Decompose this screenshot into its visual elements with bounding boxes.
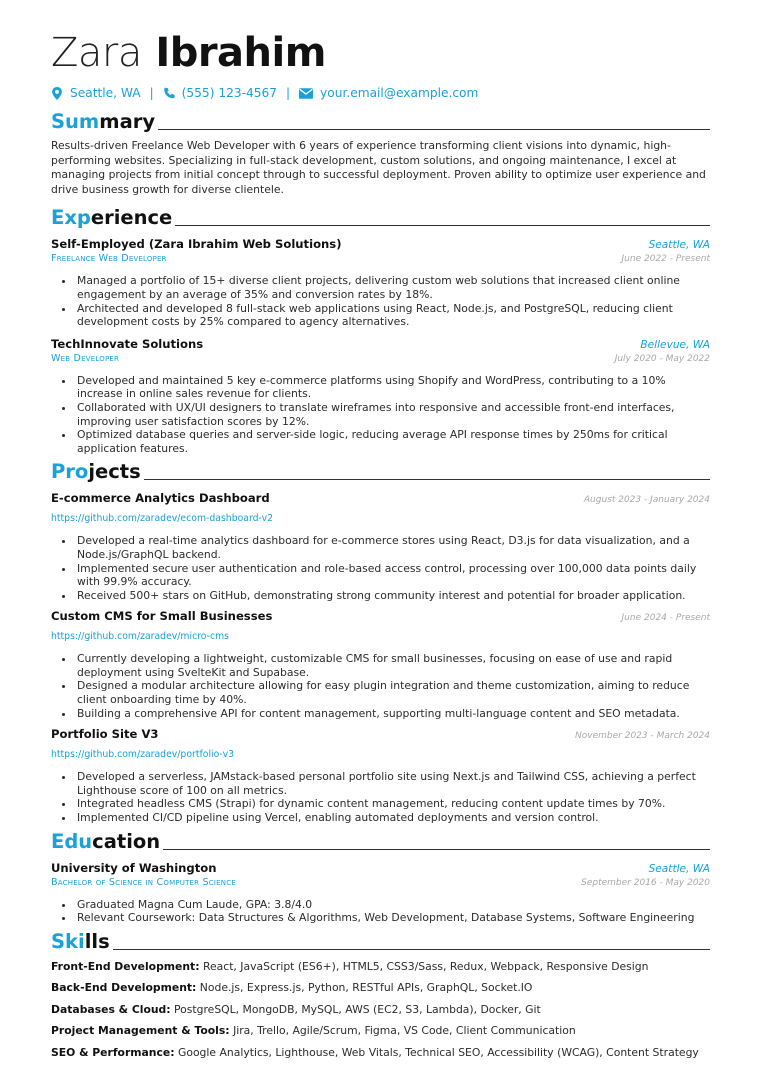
skill-label: Back-End Development: bbox=[51, 981, 197, 995]
job-location: Bellevue, WA bbox=[640, 338, 710, 351]
section-header-experience bbox=[51, 206, 710, 230]
email-link[interactable]: your.email@example.com bbox=[320, 86, 479, 100]
resume-name bbox=[51, 30, 710, 76]
last-name: Ibrahim bbox=[155, 30, 326, 76]
section-title: Skills bbox=[51, 929, 110, 953]
section-header-projects bbox=[51, 460, 710, 484]
section-title: Experience bbox=[51, 206, 173, 230]
bullet-list bbox=[51, 274, 710, 328]
section-header-skills bbox=[51, 930, 710, 954]
list-item: • Relevant Coursework: Data Structures & Algorithms, Web Development, Database Systems, Software Engineering bbox=[75, 911, 710, 925]
skill-value: PostgreSQL, MongoDB, MySQL, AWS (EC2, S3, Lambda), Docker, Git bbox=[174, 1002, 541, 1016]
contact-bar bbox=[51, 82, 710, 104]
section-title: Projects bbox=[51, 460, 141, 484]
first-name: Zara bbox=[51, 30, 142, 76]
job-role: Freelance Web Developer bbox=[51, 253, 167, 265]
company-name: Self-Employed (Zara Ibrahim Web Solutions) bbox=[51, 237, 342, 252]
job-dates: June 2022 - Present bbox=[621, 254, 710, 265]
skill-row bbox=[51, 1046, 710, 1060]
project-name: E-commerce Analytics Dashboard bbox=[51, 491, 270, 506]
skill-value: Jira, Trello, Agile/Scrum, Figma, VS Code, Client Communication bbox=[233, 1024, 576, 1038]
school-name: University of Washington bbox=[51, 860, 217, 875]
contact-email bbox=[299, 86, 478, 100]
project-dates: June 2024 - Present bbox=[621, 613, 710, 624]
phone-link[interactable]: (555) 123-4567 bbox=[181, 86, 277, 100]
contact-phone bbox=[163, 86, 277, 100]
list-item: • Building a comprehensive API for content management, supporting multi-language content and SEO metadata. bbox=[75, 707, 710, 721]
list-item: • Implemented secure user authentication and role-based access control, processing over 100,000 data points daily with 99.9% accuracy. bbox=[75, 562, 710, 589]
project-entry bbox=[51, 491, 710, 602]
section-divider bbox=[158, 129, 710, 130]
experience-entry bbox=[51, 237, 710, 328]
degree: Bachelor of Science in Computer Science bbox=[51, 876, 236, 888]
skill-row bbox=[51, 981, 710, 995]
list-item: • Optimized database queries and server-side logic, reducing average API response times by 250ms for critical application features. bbox=[75, 428, 710, 455]
list-item: • Managed a portfolio of 15+ diverse client projects, delivering custom web solutions that increased client online engagement by an average of 35% and conversion rates by 18%. bbox=[75, 274, 710, 301]
contact-separator: | bbox=[286, 86, 291, 100]
company-name: TechInnovate Solutions bbox=[51, 336, 204, 351]
project-link[interactable]: https://github.com/zaradev/portfolio-v3 bbox=[51, 749, 235, 761]
list-item: • Developed a serverless, JAMstack-based personal portfolio site using Next.js and Tailwind CSS, achieving a perfect Lighthouse score of 100 on all metrics. bbox=[75, 770, 710, 797]
list-item: • Designed a modular architecture allowing for easy plugin integration and theme customization, aiming to reduce client onboarding time by 40%. bbox=[75, 679, 710, 706]
bullet-list bbox=[51, 534, 710, 602]
map-marker-icon bbox=[51, 87, 63, 100]
project-dates: August 2023 - January 2024 bbox=[583, 495, 710, 506]
project-entry bbox=[51, 727, 710, 824]
summary-text: Results-driven Freelance Web Developer with 6 years of experience transforming client visions into dynamic, high-performing websites. Specializing in full-stack development, custom solutions, and ongoing maintenance, I excel at managing projects from initial concept through to successful deployment. Proven ability to optimize user experience and drive business growth for diverse clientele. bbox=[51, 139, 706, 196]
skill-value: Node.js, Express.js, Python, RESTful APIs, GraphQL, Socket.IO bbox=[199, 981, 533, 995]
education-dates: September 2016 - May 2020 bbox=[581, 877, 710, 888]
job-location: Seattle, WA bbox=[648, 239, 710, 252]
skill-label: Front-End Development: bbox=[51, 959, 200, 973]
skill-label: Databases & Cloud: bbox=[51, 1002, 171, 1016]
skill-label: SEO & Performance: bbox=[51, 1045, 175, 1059]
section-divider bbox=[175, 225, 710, 226]
section-divider bbox=[113, 949, 710, 950]
skill-row bbox=[51, 960, 710, 974]
list-item: • Graduated Magna Cum Laude, GPA: 3.8/4.0 bbox=[75, 898, 710, 912]
skill-row bbox=[51, 1024, 710, 1038]
skill-value: React, JavaScript (ES6+), HTML5, CSS3/Sass, Redux, Webpack, Responsive Design bbox=[202, 959, 649, 973]
skill-label: Project Management & Tools: bbox=[51, 1024, 230, 1038]
list-item: • Currently developing a lightweight, customizable CMS for small businesses, focusing on ease of use and rapid deployment using SvelteKit and Supabase. bbox=[75, 652, 710, 679]
skill-value: Google Analytics, Lighthouse, Web Vitals, Technical SEO, Accessibility (WCAG), Content Strategy bbox=[177, 1045, 699, 1059]
section-header-education bbox=[51, 830, 710, 854]
skill-row bbox=[51, 1003, 710, 1017]
bullet-list bbox=[51, 770, 710, 824]
section-title: Summary bbox=[51, 110, 156, 133]
list-item: • Integrated headless CMS (Strapi) for dynamic content management, reducing content update times by 70%. bbox=[75, 797, 710, 811]
education-entry bbox=[51, 861, 710, 925]
school-location: Seattle, WA bbox=[648, 862, 710, 875]
project-dates: November 2023 - March 2024 bbox=[575, 731, 710, 742]
project-link[interactable]: https://github.com/zaradev/ecom-dashboard-v2 bbox=[51, 513, 274, 525]
list-item: • Developed a real-time analytics dashboard for e-commerce stores using React, D3.js for data visualization, and a Node.js/GraphQL backend. bbox=[75, 534, 710, 561]
contact-separator: | bbox=[149, 86, 154, 100]
project-name: Custom CMS for Small Businesses bbox=[51, 609, 273, 624]
skills-list bbox=[51, 960, 710, 1060]
section-divider bbox=[144, 479, 710, 480]
list-item: • Implemented CI/CD pipeline using Vercel, enabling automated deployments and version control. bbox=[75, 811, 710, 825]
list-item: • Developed and maintained 5 key e-commerce platforms using Shopify and WordPress, contributing to a 10% increase in online sales revenue for clients. bbox=[75, 374, 710, 401]
job-role: Web Developer bbox=[51, 352, 120, 364]
section-divider bbox=[163, 849, 710, 850]
contact-location bbox=[51, 86, 141, 100]
section-title: Education bbox=[51, 829, 161, 853]
bullet-list bbox=[51, 898, 710, 925]
envelope-icon bbox=[299, 87, 313, 100]
list-item: • Received 500+ stars on GitHub, demonstrating strong community interest and potential for broader application. bbox=[75, 589, 710, 603]
section-header-summary bbox=[51, 110, 710, 134]
bullet-list bbox=[51, 652, 710, 720]
bullet-list bbox=[51, 374, 710, 456]
project-entry bbox=[51, 609, 710, 720]
location-text: Seattle, WA bbox=[70, 86, 141, 100]
list-item: • Collaborated with UX/UI designers to translate wireframes into responsive and accessible front-end interfaces, improving user satisfaction scores by 12%. bbox=[75, 401, 710, 428]
job-dates: July 2020 - May 2022 bbox=[614, 353, 710, 364]
project-link[interactable]: https://github.com/zaradev/micro-cms bbox=[51, 631, 230, 643]
project-name: Portfolio Site V3 bbox=[51, 727, 159, 742]
list-item: • Architected and developed 8 full-stack web applications using React, Node.js, and PostgreSQL, reducing client development costs by 25% compared to agency alternatives. bbox=[75, 302, 710, 329]
phone-icon bbox=[163, 87, 175, 100]
experience-entry bbox=[51, 337, 710, 456]
